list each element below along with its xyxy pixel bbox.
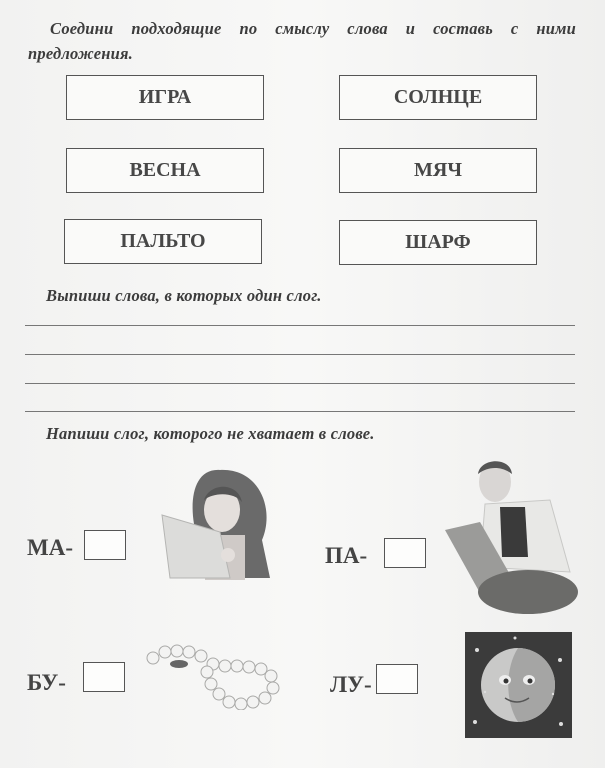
task3-instruction: Напиши слог, которого не хватает в слове. (46, 424, 375, 443)
answer-line-3[interactable] (25, 383, 575, 384)
task1-instruction-line2: предложения. (28, 44, 134, 63)
moon-with-face-image (465, 632, 572, 738)
answer-box-lu[interactable] (376, 664, 418, 694)
syllable-prefix-ma: МА- (27, 535, 73, 560)
word-box-left-2[interactable] (66, 148, 264, 193)
task2-instruction: Выпиши слова, в которых один слог. (46, 286, 322, 305)
answer-box-ma[interactable] (84, 530, 126, 560)
task1-instruction-line1: Соедини подходящие по смыслу слова и составь с ними (50, 19, 576, 38)
syllable-prefix-lu: ЛУ- (330, 672, 372, 697)
word-label: ВЕСНА (129, 159, 201, 181)
answer-line-1[interactable] (25, 325, 575, 326)
answer-box-bu[interactable] (83, 662, 125, 692)
syllable-prefix-bu: БУ- (27, 670, 66, 695)
word-label: СОЛНЦЕ (393, 86, 483, 108)
answer-line-4[interactable] (25, 411, 575, 412)
boy-with-laptop-image (440, 452, 585, 618)
word-box-right-3[interactable] (339, 220, 537, 265)
word-label: ИГРА (138, 86, 192, 108)
word-box-right-2[interactable] (339, 148, 537, 193)
word-box-right-1[interactable] (339, 75, 537, 120)
answer-line-2[interactable] (25, 354, 575, 355)
syllable-prefix-pa: ПА- (325, 543, 368, 568)
girl-with-map-image (150, 460, 295, 580)
word-box-left-1[interactable] (66, 75, 264, 120)
word-box-left-3[interactable] (64, 219, 262, 264)
word-label: МЯЧ (414, 159, 462, 181)
answer-box-pa[interactable] (384, 538, 426, 568)
word-label: ШАРФ (405, 231, 471, 253)
word-label: ПАЛЬТО (120, 230, 206, 252)
task1-instruction (28, 16, 576, 66)
pearl-necklace-image (145, 642, 310, 710)
